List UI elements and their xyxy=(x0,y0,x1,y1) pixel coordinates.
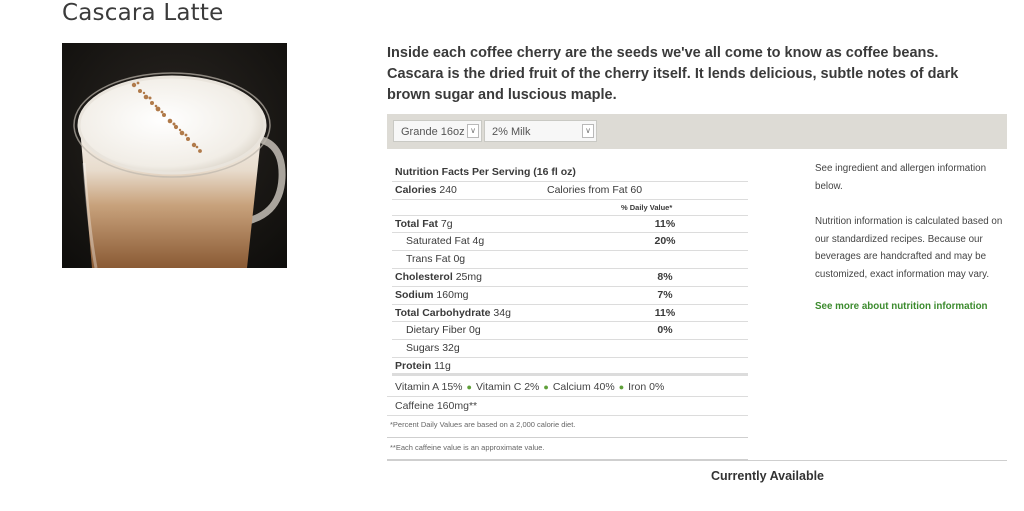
nutrient-percent: 7% xyxy=(657,288,673,301)
nutrient-row xyxy=(392,287,748,305)
vitamins-row xyxy=(387,377,748,397)
nutrient-amount: 160mg xyxy=(436,288,469,301)
nutrient-row xyxy=(392,251,748,269)
nutrient-percent: 20% xyxy=(654,235,676,248)
nutrient-amount: 0g xyxy=(453,253,466,266)
nutrition-facts-table xyxy=(392,164,748,376)
nutrient-label: Dietary Fiber xyxy=(406,324,467,337)
nutrient-row xyxy=(392,269,748,287)
calories-label: Calories xyxy=(395,183,437,196)
bullet-icon: ● xyxy=(466,382,472,392)
nutrient-percent: 8% xyxy=(657,270,673,283)
product-description: Inside each coffee cherry are the seeds we've all come to know as coffee beans. Cascara is the dried fruit of the cherry itself. It lends delicious, subtle notes of dark brown sugar and luscious maple. xyxy=(387,45,959,103)
daily-value-header: % Daily Value* xyxy=(621,202,673,212)
calories-value: 240 xyxy=(439,183,457,196)
footnote-caffeine: **Each caffeine value is an approximate value. xyxy=(387,438,748,460)
product-image xyxy=(62,43,287,268)
nutrient-label: Trans Fat xyxy=(406,253,451,266)
nutrient-percent: 0% xyxy=(657,324,673,337)
milk-select-value: 2% Milk xyxy=(492,126,531,138)
nutrition-info-link[interactable]: See more about nutrition information xyxy=(815,301,988,312)
iron: Iron 0% xyxy=(628,381,665,393)
nutrient-label: Sodium xyxy=(395,288,434,301)
bullet-icon: ● xyxy=(618,382,625,392)
nutrition-header: Nutrition Facts Per Serving (16 fl oz) xyxy=(392,164,748,182)
bullet-icon: ● xyxy=(543,382,549,392)
size-select[interactable] xyxy=(393,120,482,142)
nutrient-row xyxy=(392,322,748,340)
vitamin-a: Vitamin A 15% xyxy=(395,381,463,393)
nutrition-info-note: Nutrition information is calculated based on our standardized recipes. Because our beverages are handcrafted and may be customized, exact information may vary. xyxy=(815,216,1003,280)
options-bar xyxy=(387,114,1007,149)
nutrient-label: Saturated Fat xyxy=(406,235,470,248)
chevron-down-icon: ∨ xyxy=(467,124,479,138)
nutrient-amount: 7g xyxy=(440,217,453,230)
nutrient-amount: 34g xyxy=(493,306,511,319)
nutrient-row xyxy=(392,233,748,251)
calories-row xyxy=(392,182,748,200)
availability-status: Currently Available xyxy=(711,469,825,483)
daily-value-header-row xyxy=(392,200,748,216)
nutrient-amount: 11g xyxy=(434,359,451,372)
nutrient-amount: 32g xyxy=(442,342,460,355)
nutrient-row xyxy=(392,358,748,376)
nutrient-percent: 11% xyxy=(654,217,676,230)
calcium: Calcium 40% xyxy=(552,381,615,393)
nutrient-row xyxy=(392,305,748,323)
vitamin-c: Vitamin C 2% xyxy=(475,381,540,393)
nutrient-label: Total Fat xyxy=(395,217,438,230)
nutrient-label: Total Carbohydrate xyxy=(395,306,491,319)
nutrient-row xyxy=(392,216,748,234)
nutrient-label: Sugars xyxy=(406,342,440,355)
nutrient-amount: 25mg xyxy=(455,270,482,283)
nutrient-percent: 11% xyxy=(654,306,676,319)
nutrient-amount: 0g xyxy=(469,324,481,337)
footnote-daily-values: *Percent Daily Values are based on a 2,000 calorie diet. xyxy=(387,416,748,438)
page-title: Cascara Latte xyxy=(62,0,224,26)
nutrient-label: Protein xyxy=(395,359,432,372)
divider xyxy=(387,460,1007,461)
allergen-note: See ingredient and allergen information below. xyxy=(815,163,987,192)
nutrient-row xyxy=(392,340,748,358)
chevron-down-icon: ∨ xyxy=(582,124,594,138)
caffeine-row: Caffeine 160mg** xyxy=(387,397,748,416)
size-select-value: Grande 16oz xyxy=(401,126,465,138)
nutrient-amount: 4g xyxy=(472,235,485,248)
calories-from-fat: Calories from Fat 60 xyxy=(547,183,643,196)
milk-select[interactable] xyxy=(484,120,597,142)
nutrient-label: Cholesterol xyxy=(395,270,453,283)
